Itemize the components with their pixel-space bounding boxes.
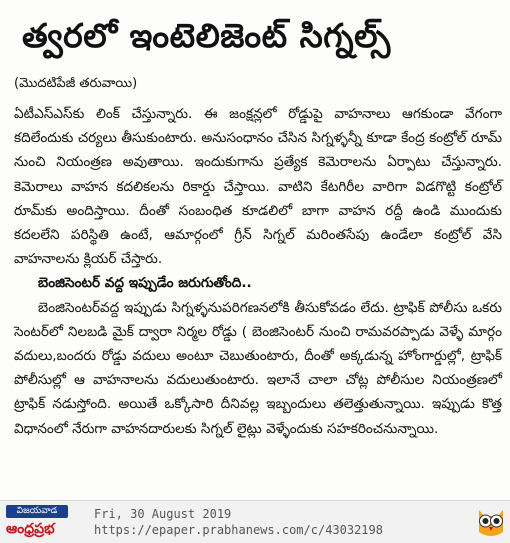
epaper-footer (0, 500, 510, 543)
newspaper-logo[interactable] (6, 505, 78, 539)
edition-label: విజయవాడ (6, 505, 68, 518)
publish-date: Fri, 30 August 2019 (94, 507, 232, 521)
article-body (14, 102, 502, 441)
article-subheading: బెంజిసెంటర్ వద్ద ఇప్పుడేం జరుగుతోంది.. (38, 275, 252, 292)
article-headline: త్వరలో ఇంటెలిజెంట్ సిగ్నల్స్ (22, 16, 391, 55)
epaper-link[interactable]: https://epaper.prabhanews.com/c/43032198 (94, 523, 383, 537)
continued-tag: (మొదటిపేజీ తరువాయి) (14, 76, 138, 91)
article-paragraph: బెంజిసెంటర్‌వద్ద ఇప్పుడు సిగ్నళ్ళనుపరిగణనలోకి తీసుకోవడం లేదు. ట్రాఫిక్ పోలీసు ఒకరు సెంటర్‌లో నిలబడి మైక్ ద్వారా నిర్మల రోడ్డు ( బెంజిసెంటర్ నుంచి రామవరప్పాడు వెళ్ళే మార్గం వదులు,బందరు రోడ్డు వదులు అంటూ చెబుతుంటారు, దీంతో అక్కడున్న హోంగార్డుల్లో, ట్రాఫిక్ పోలీసుల్లో ఆ వాహనాలను వదులుతుంటారు. ఇలానే చాలా చోట్ల పోలీసుల నియంత్రణలో ట్రాఫిక్ నడుస్తోంది. అయితే ఒక్కోసారి దీనివల్ల ఇబ్బందులు తలెత్తుతున్నాయి. ఇప్పుడు కొత్త విధానంలో నేరుగా వాహనదారులకు సిగ్నల్ లైట్లు వెళ్ళేందుకు సహకరించనున్నాయి. (14, 299, 502, 437)
article-paragraph: ఏటీఎస్‌ఎస్‌కు లింక్ చేస్తున్నారు. ఈ జంక్షన్లలో రోడ్డుపై వాహనాలు ఆగకుండా వేగంగా కదిలేందుకు చర్యలు తీసుకుంటారు. అనుసంధానం చేసిన సిగ్నళ్ళన్నీ కూడా కేంద్ర కంట్రోల్ రూమ్ నుంచి నియంత్రణ అవుతాయి. ఇందుకుగాను ప్రత్యేక కెమెరాలను ఏర్పాటు చేస్తున్నారు. కెమెరాలు వాహన కదలికలను రికార్డు చేస్తాయి. వాటిని కేటగిరీల వారిగా విడగొట్టి కంట్రోల్ రూమ్‌కు అందిస్తాయి. దీంతో సంబంధిత కూడలిలో బాగా వాహన రద్దీ ఉండి ముందుకు కదలలేని పరిస్థితి ఉంటే, ఆమార్గంలో గ్రీన్ సిగ్నల్ మరింతసేపు ఉండేలా కంట్రోల్ వేసి వాహనాలను క్లియర్ చేస్తారు. (14, 106, 502, 268)
masthead-label: ఆంధ్రప్రభ (6, 521, 55, 537)
owl-mascot-icon (474, 504, 508, 540)
